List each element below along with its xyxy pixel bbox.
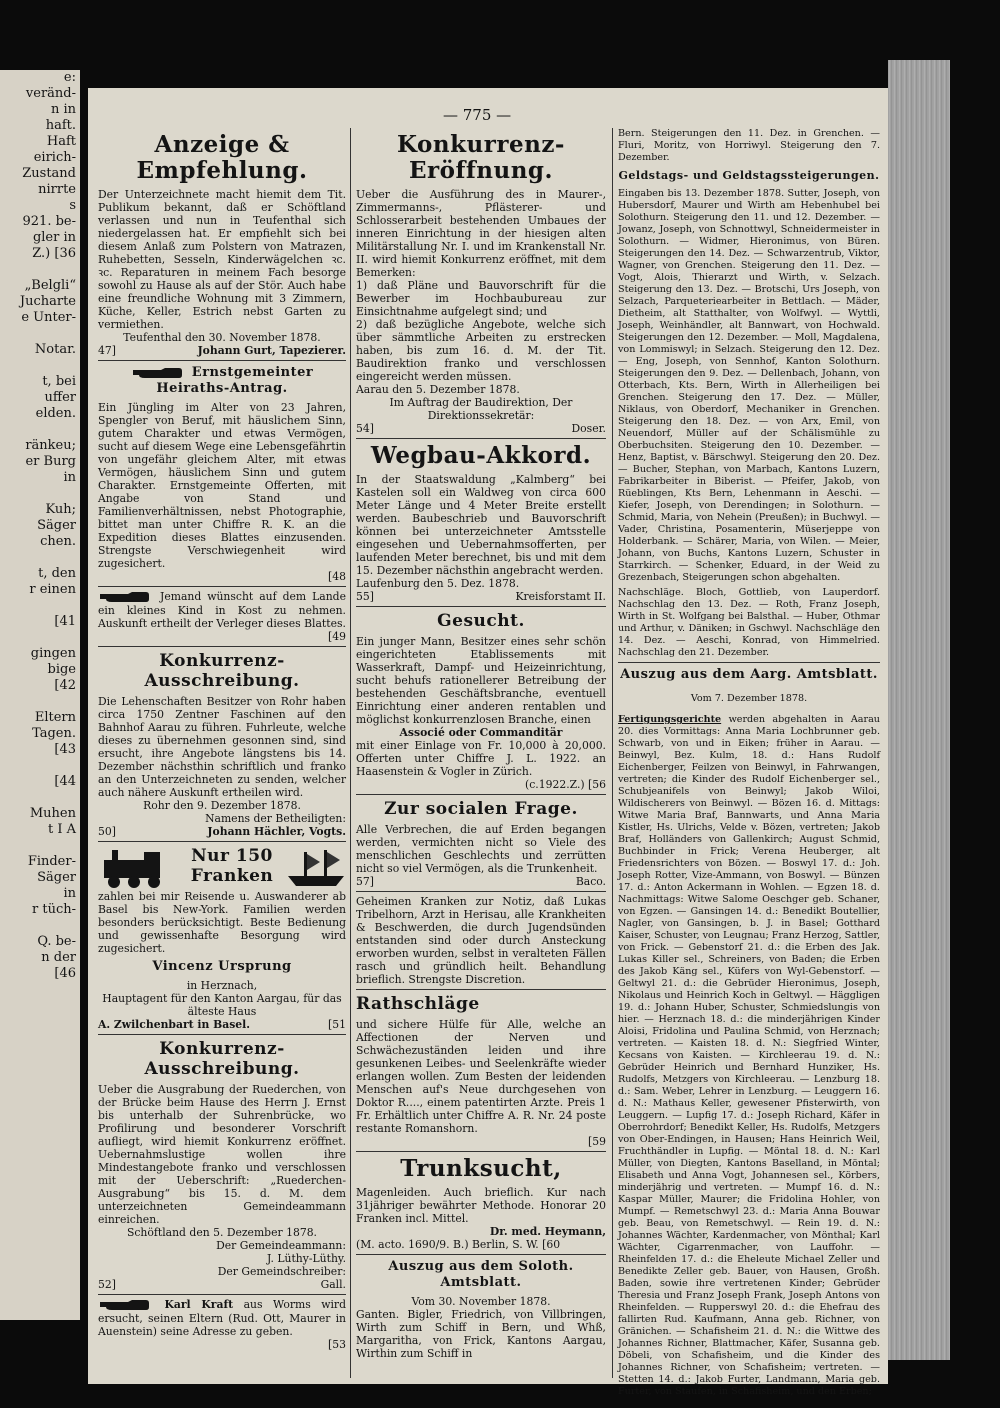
left-fragment-line: Eltern — [34, 710, 76, 725]
ad-gesucht — [356, 611, 606, 791]
ad-body: Ein Jüngling im Alter von 23 Jahren, Spengler von Beruf, mit häuslichem Sinn, gutem Charakter und etwas Vermögen, sucht auf diesem Wege eine Lebensgefährtin von ungefähr gleichem Alter, mit etwas Vermögen, häuslichem Sinn und gutem Charakter. Ernstgemeinte Offerten, mit Angabe von Stand und Familienverhältnissen, nebst Photographie, bittet man unter Chiffre R. K. an die Expedition dieses Blattes einzusenden. Strengste Verschwiegenheit wird zugesichert. — [98, 401, 346, 570]
section-body: Ganten. Bigler, Friedrich, von Villbringen, Wirth zum Schiff in Bern, und Whß, Margaritha, von Frick, Kantons Aargau, Wirthin zum Schiff in — [356, 1308, 606, 1360]
left-fragment-line — [0, 694, 80, 710]
left-fragment-line: uffer — [44, 390, 76, 405]
divider — [618, 662, 880, 663]
ad-body: zahlen bei mir Reisende u. Auswanderer ab Basel bis New-York. Familien werden besonders berücksichtigt. Beste Bedienung und gewissenhafte Besorgung wird zugesichert. — [98, 890, 346, 955]
left-fragment-line: r einen — [29, 582, 76, 597]
ad-place-date: Rohr den 9. Dezember 1878. — [143, 799, 301, 812]
left-fragment-line: [44 — [54, 774, 76, 789]
left-fragment-line: Z.) [36 — [32, 246, 76, 261]
ad-code: (M. acto. 1690/9. B.) Berlin, S. W. [60 — [356, 1238, 561, 1251]
ad-title: Gesucht. — [437, 611, 525, 631]
ad-title: Rathschläge — [356, 994, 480, 1014]
left-page-margin — [0, 70, 80, 1320]
left-fragment-line — [0, 422, 80, 438]
ad-number: [59 — [588, 1135, 606, 1148]
left-fragment-line — [0, 598, 80, 614]
ad-number: 50] — [98, 825, 116, 838]
ad-body: Die Lehenschaften Besitzer von Rohr haben circa 1750 Zentner Faschinen auf den Bahnhof Aarau zu führen. Fuhrleute, welche dieses zu übernehmen gesonnen sind, sind ersucht, ihre Angebote längstens bis 14. Dezember nächsthin schriftlich und franko an den Unterzeichneten zu senden, welcher auch nähere Auskunft ertheilen wird. — [98, 695, 346, 799]
ad-body: Der Unterzeichnete macht hiemit dem Tit. Publikum bekannt, daß er Schöftland verlassen und nun in Teufenthal sich niedergelassen hat. Er empfiehlt sich bei diesem Anlaß zum Polstern von Matrazen, Ruhebetten, Sesseln, Kinderwägelchen ꝛc. ꝛc. Reparaturen in meinem Fach besorge sowohl zu Hause als auf der Stör. Auch habe eine freundliche Wohnung mit 3 Zimmern, Küche, Keller, Estrich nebst Garten zu vermiethen. — [98, 188, 346, 331]
ad-title: Zur socialen Frage. — [384, 799, 578, 819]
divider — [356, 989, 606, 990]
ad-kraft — [98, 1298, 346, 1351]
ad-title: Wegbau-Akkord. — [370, 442, 592, 469]
left-fragment-line: haft. — [45, 118, 76, 133]
ad-heirath — [98, 365, 346, 583]
left-fragment-line: t, den — [38, 566, 76, 581]
left-fragment-line: ränkeu; — [25, 438, 76, 453]
left-fragment-line: eirich- — [33, 150, 76, 165]
ad-number: [49 — [328, 630, 346, 643]
divider — [356, 794, 606, 795]
divider — [98, 841, 346, 842]
ad-number: 52] — [98, 1278, 116, 1291]
left-fragment-line — [0, 262, 80, 278]
left-fragment-line: Säger — [37, 870, 76, 885]
left-fragment-line: in — [63, 470, 76, 485]
section-title: Auszug aus dem Soloth. Amtsblatt. — [388, 1259, 574, 1290]
left-fragment-line — [0, 326, 80, 342]
pointing-hand-icon — [131, 366, 183, 380]
ad-ammann-name: J. Lüthy-Lüthy. — [266, 1252, 346, 1265]
newspaper-page — [88, 88, 888, 1398]
ad-title: Nur 150 Franken — [190, 846, 274, 886]
ad-body-2: mit einer Einlage von Fr. 10,000 à 20,000. Offerten unter Chiffre J. L. 1922. an Haasenstein & Vogler in Zürich. — [356, 739, 606, 778]
ad-konkurrenz-2 — [98, 1039, 346, 1291]
section-title: Geldstags- und Geldstagssteigerungen. — [618, 169, 880, 182]
column-rule — [350, 128, 351, 1378]
pointing-hand-icon — [98, 590, 150, 604]
ad-signature: Baco. — [575, 875, 606, 888]
left-fragment-line: Haft — [46, 134, 76, 149]
divider — [356, 1254, 606, 1255]
ad-item: 2) daß bezügliche Angebote, welche sich über sämmtliche Arbeiten zu erstrecken haben, bis zum 16. d. M. der Tit. Baudirektion franko und verschlossen eingereicht werden müssen. — [356, 318, 606, 383]
ad-schreiber-label: Der Gemeindschreiber: — [217, 1265, 346, 1278]
pointing-hand-icon — [98, 1298, 150, 1312]
ad-namens: Namens der Betheiligten: — [205, 812, 346, 825]
left-fragment-line: gler in — [32, 230, 76, 245]
left-fragment-line: t I A — [47, 822, 76, 837]
ad-place-date: Teufenthal den 30. November 1878. — [123, 331, 321, 344]
ad-assoc: Associé oder Commanditär — [399, 726, 563, 739]
divider — [98, 646, 346, 647]
section-body: Eingaben bis 13. Dezember 1878. Sutter, Joseph, von Hubersdorf, Maurer und Wirth am Hebenhubel bei Solothurn. Steigerung den 11. und 12. Dezember. — Jowanz, Joseph, von Schnottwyl, Schneidermeister in Solothurn. — Widmer, Hieronimus, von Büren. Steigerungen den 14. Dez. — Schwarzentrub, Viktor, Wagner, von Grenchen. Steigerung den 11. Dez. — Vogt, Alois, Thierarzt und Wirth, v. Selzach. Steigerung den 13. Dez. — Brotschi, Urs Joseph, von Selzach, Parqueteriearbeiter in Bettlach. — Mäder, Dietheim, alt Statthalter, von Wolfwyl. — Wyttli, Joseph, Weinhändler, alt Bannwart, von Hochwald. Steigerungen den 12. Dezember. — Moll, Magdalena, von Lommiswyl; in Selzach. Steigerung den 12. Dez. — Eng, Joseph, von Sennhof, Kanton Solothurn. Steigerungen den 9. Dez. — Dellenbach, Johann, von Otterbach, Kts. Bern, Wirth in Allerheiligen bei Grenchen. Steigerung den 17. Dez. — Müller, Niklaus, von Oberdorf, Mechaniker in Grenchen. Steigerung den 18. Dez. — von Arx, Emil, von Neuendorf, Müller auf der Schälismühle zu Oberbuchsiten. Steigerung den 10. Dezember. — Henz, Baptist, v. Bärschwyl. Steigerung den 20. Dez. — Bucher, Stephan, von Marbach, Kantons Luzern, Fabrikarbeiter in Biberist. — Pfeifer, Jakob, von Rüeblingen, Kts Bern, Lehenmann in Aeschi. — Kiefer, Joseph, von Derendingen; in Solothurn. — Schmid, Maria, von Nehein (Preußen); in Buchwyl. — Vader, Christina, Posamenterin, Müserjeppe von Holderbank. — Schärer, Maria, von Wilen. — Meier, Johann, von Buchs, Kantons Luzern, Schuster in Starrkirch. — Schenker, Eduard, in der Weid zu Grezenbach, Steigerungen schon abgehalten. — [618, 188, 880, 583]
left-fragment-line: elden. — [35, 406, 76, 421]
ad-number: 55] — [356, 590, 374, 603]
ad-kind — [98, 590, 346, 643]
left-fragment-line: nirrte — [38, 182, 76, 197]
section-date: Vom 7. Dezember 1878. — [690, 692, 808, 704]
agent-town: in Herznach, — [186, 979, 258, 992]
left-fragment-line: e Unter- — [21, 310, 76, 325]
ad-title: Anzeige & Empfehlung. — [136, 131, 308, 184]
left-fragment-line: [41 — [54, 614, 76, 629]
ad-title: Trunksucht, — [400, 1155, 562, 1182]
ad-sozial — [356, 799, 606, 888]
divider — [356, 606, 606, 607]
left-fragment-line: veränd- — [25, 86, 76, 101]
left-fragment-line — [0, 918, 80, 934]
ad-number: 57] — [356, 875, 374, 888]
ad-trunksucht — [356, 1156, 606, 1251]
fertigungsgerichte: Fertigungsgerichte werden abgehalten in Aarau 20. dies Vormittags: Anna Maria Lochbrunner geb. Schwarb, von und in Eiken; früher in Aarau. — Beinwyl, Bez. Kulm, 18. d.: Hans Rudolf Eichenberger, Feilzen von Beinwyl, in Fahrwangen, vertreten; die Kinder des Rudolf Eichenberger sel., Schubjeanifels von Beinwyl; Jakob Wiloi, Wildischerers von Beinwyl. — Bözen 16. d. Mittags: Witwe Maria Braf, Bannwarts, und Anna Maria Kistler, Hs. Ulrichs, Velde v. Bözen, vertreten; Jakob Braf, Holländers von Gallenkirch; August Schmid, Buchbinder in Frick; Verena Heuberger, alt Friedensrichters von Bözen. — Boswyl 17. d.: Joh. Joseph Rotter, Vize-Ammann, von Boswyl. — Bünzen 17. d.: Anton Ackermann in Wohlen. — Egzen 18. d. Nachmittags: Witwe Salome Oeschger geb. Schaner, von Egzen. — Gansingen 14. d.: Benedikt Boutellier, Nagler, von Gansingen, b. J. in Basel; Gotthard Kaiser, Schuster, von Leugnau; Franz Herzog, Sattler, von Frick. — Gebenstorf 21. d.: die Erben des Jak. Lukas Killer sel., Schreiners, von Baden; die Erben des Jakob Käng sel., Küfers von Wyl-Gebenstorf. — Geltwyl 21. d.: die Gebrüder Hieronimus, Joseph, Nikolaus und Heinrich Koch in Geltwyl. — Häggligen 19. d.: Johann Huber, Schuster, Schmiedslungis von hier. — Herznach 18. d.: die minderjährigen Kinder Aloisi, Fridolina und Paulina Schmid, von Herznach; vertreten. — Kaisten 18. d. N.: Siegfried Winter, Kecsans von Kaisten. — Kirchleerau 19. d. N.: Gebrüder Heinrich und Bernhard Hunziker, Hs. Rudolfs, Metzgers von Kirchleerau. — Lenzburg 18. d.: Sam. Weber, Lehrer in Lenzburg. — Leuggern 16. d. N.: Mathaus Keller, gewesener Pfisterwirth, von Leuggern. — Lupfig 17. d.: Joseph Richard, Käfer in Oberrohrdorf; Benedikt Keller, Hs. Rudolfs, Metzgers von Ober-Endingen, in Hausen; Hans Heinrich Weil, Fruchthändler in Lupfig. — Möntal 18. d. N.: Karl Müller, von Diegten, Kantons Baselland, in Möntal; Elisabeth und Anna Vogt, Johannesen sel., Körbers, minderjährig und vertreten. — Mumpf 16. d. N.: Kaspar Müller, Maurer; die Fridolina Hohler, von Mumpf. — Remetschwyl 23. d.: Maria Anna Bouwar geb. Beau, von Remetschwyl. — Rein 19. d. N.: Johannes Wächter, Kardenmacher, von Mönthal; Karl Wächter, Cigarrenmacher, von Lauffohr. — Rheinfelden 17. d.: die Eheleute Michael Zeller und Benedikte Zeller geb. Bauer, von Hausen, Großh. Baden, sowie ihre vertretenen Kinder; Gebrüder Theresia und Franz Joseph Frank, Joseph Antons von Rheinfelden. — Rupperswyl 20. d.: die Ehefrau des fallirten Rud. Kaufmann, Anna geb. Richner, von Gränichen. — Schafisheim 21. d. N.: die Wittwe des Johannes Richner, Blattmacher, Käfer, Susanna geb. Döbeli, von Schafisheim, und die Kinder des Johannes Richner, von Schafisheim; vertreten. — Stetten 14. d.: Jakob Furter, Landmann, Maria geb. Furter, von Staufen, in Schafisheim, und den Erben; — [618, 714, 881, 1398]
divider — [98, 360, 346, 361]
left-page-fragments — [0, 70, 80, 982]
left-fragment-line: Muhen — [29, 806, 76, 821]
ad-ammann-label: Der Gemeindeammann: — [216, 1239, 346, 1252]
ad-item: 1) daß Pläne und Bauvorschrift für die Bewerber im Hochbaubureau zur Einsichtnahme aufgelegt sind; und — [356, 279, 606, 318]
ad-body: Ein junger Mann, Besitzer eines sehr schön eingerichteten Etablissements mit Wasserkraft, Dampf- und Heizeinrichtung, sucht behufs rationellerer Betreibung der bestehenden Geschäftsbranche, eventuell Einrichtung einer anderen rentablen und möglichst konkurrenzlosen Branche, einen — [356, 635, 606, 726]
column-2 — [356, 128, 606, 1363]
ad-doctor: Dr. med. Heymann, — [489, 1225, 606, 1238]
left-fragment-line — [0, 838, 80, 854]
ad-number: 47] — [98, 344, 116, 357]
page-number: — 775 — — [443, 106, 512, 124]
ad-place-date: Laufenburg den 5. Dez. 1878. — [356, 577, 520, 590]
left-fragment-line: „Belgli“ — [24, 278, 76, 293]
ad-body: Jemand wünscht auf dem Lande ein kleines Kind in Kost zu nehmen. Auskunft ertheilt der Verleger dieses Blattes. — [98, 590, 346, 630]
section-date: Vom 30. November 1878. — [411, 1295, 551, 1308]
agent-name: Vincenz Ursprung — [152, 959, 292, 974]
ad-body: und sichere Hülfe für Alle, welche an Affectionen der Nerven und Schwächezuständen leiden und ihre gesunkenen Leibes- und Seelenkräfte wieder erlangen wollen. Zum Besten der leidenden Menschen auf's Neue durchgesehen von Doktor R...., einem patentirten Arzte. Preis 1 Fr. Erhältlich unter Chiffre A. R. Nr. 24 poste restante Romanshorn. — [356, 1018, 606, 1135]
left-fragment-line: [46 — [54, 966, 76, 981]
left-fragment-line: chen. — [40, 534, 76, 549]
divider — [98, 1294, 346, 1295]
ad-body: In der Staatswaldung „Kalmberg“ bei Kastelen soll ein Waldweg von circa 600 Meter Länge und 4 Meter Breite erstellt werden. Baubeschrieb und Bauvorschrift können bei unterzeichneter Amtsstelle eingesehen und Uebernahmsofferten, per laufenden Meter berechnet, bis und mit dem 15. Dezember nächsthin angebracht werden. — [356, 473, 606, 577]
ad-place-date: Schöftland den 5. Dezember 1878. — [126, 1226, 317, 1239]
ad-konkurrenz-1 — [98, 651, 346, 838]
ad-body: Ueber die Ausgrabung der Ruederchen, von der Brücke beim Hause des Herrn J. Ernst bis unterhalb der Suhrenbrücke, wo Profilirung und besonderer Vorschrift aufliegt, wird hiemit Konkurrenz eröffnet. Uebernahmslustige wollen ihre Mindestangebote franko und verschlossen mit der Ueberschrift: „Ruederchen-Ausgrabung“ bis 15. d. M. dem unterzeichneten Gemeindeammann einreichen. — [98, 1083, 346, 1226]
left-fragment-line: e: — [63, 70, 76, 85]
section-intro: Bern. Steigerungen den 11. Dez. in Grenchen. — Fluri, Moritz, von Horriwyl. Steigerung den 7. Dezember. — [618, 128, 880, 163]
left-fragment-line: Jucharte — [19, 294, 76, 309]
left-fragment-line: n der — [41, 950, 76, 965]
left-fragment-line: 921. be- — [22, 214, 76, 229]
ad-title: Konkurrenz-Ausschreibung. — [144, 1039, 300, 1079]
ad-number: [51 — [328, 1018, 346, 1031]
ad-title: Konkurrenz-Eröffnung. — [397, 131, 565, 184]
locomotive-icon — [98, 846, 178, 890]
ad-auswanderer — [98, 846, 346, 1031]
left-fragment-line: gingen — [30, 646, 76, 661]
ad-schreiber-name: Gall. — [320, 1278, 346, 1291]
left-fragment-line: r tüch- — [32, 902, 76, 917]
ad-body: Karl Kraft aus Worms wird ersucht, seinen Eltern (Rud. Ott, Maurer in Auenstein) seine Adresse zu geben. — [98, 1298, 347, 1338]
column-3 — [618, 128, 880, 1401]
ad-place-date: Aarau den 5. Dezember 1878. — [356, 383, 520, 396]
ad-number: [48 — [328, 570, 346, 583]
ad-body: Ueber die Ausführung des in Maurer-, Zimmermanns-, Pflästerer- und Schlosserarbeit bestehenden Umbaues der inneren Einrichtung in der hiesigen alten Militärstallung Nr. I. und im Krankenstall Nr. II. wird hiemit Konkurrenz eröffnet, mit dem Bemerken: — [356, 188, 606, 279]
ad-wegbau — [356, 443, 606, 603]
left-fragment-line — [0, 550, 80, 566]
ad-title: Konkurrenz-Ausschreibung. — [144, 651, 300, 691]
ad-number: [53 — [328, 1338, 346, 1351]
ad-number: 54] — [356, 422, 374, 435]
left-fragment-line — [0, 358, 80, 374]
left-fragment-line: Kuh; — [45, 502, 76, 517]
left-fragment-line: t, bei — [42, 374, 76, 389]
ad-auftrag: Im Auftrag der Baudirektion, Der Direktionssekretär: — [389, 396, 573, 422]
left-fragment-line: Q. be- — [37, 934, 76, 949]
left-fragment-line: Notar. — [34, 342, 76, 357]
ship-icon — [286, 846, 346, 890]
ad-body: Alle Verbrechen, die auf Erden begangen werden, vermichten nicht so Viele des menschlichen Geschlechts und zerrütten nicht so viel Vermögen, als die Trunkenheit. — [356, 823, 606, 875]
left-fragment-line: Finder- — [27, 854, 76, 869]
left-fragment-line: s — [69, 198, 76, 213]
left-fragment-line: [42 — [54, 678, 76, 693]
divider — [98, 586, 346, 587]
ad-signature: Doser. — [571, 422, 606, 435]
left-fragment-line — [0, 758, 80, 774]
left-fragment-line: bige — [47, 662, 76, 677]
section-title: Auszug aus dem Aarg. Amtsblatt. — [620, 667, 878, 682]
nachschlaege: Nachschläge. Bloch, Gottlieb, von Lauperdorf. Nachschlag den 13. Dez. — Roth, Franz Joseph, Wirth in St. Wolfgang bei Balsthal. — Huber, Othmar und Arthur, v. Däniken; in Gschwyl. Nachschläge den 14. Dez. — Aeschi, Konrad, von Himmelried. Nachschlag den 21. Dezember. — [618, 587, 880, 658]
column-1 — [98, 128, 346, 1354]
left-fragment-line — [0, 790, 80, 806]
agent-info: Hauptagent für den Kanton Aargau, für das älteste Haus — [102, 992, 342, 1018]
ad-rathschlaege — [356, 994, 606, 1148]
divider — [356, 438, 606, 439]
left-fragment-line: er Burg — [25, 454, 76, 469]
left-fragment-line — [0, 630, 80, 646]
solothurn-amtsblatt — [356, 1259, 606, 1360]
ad-signature: Johann Hächler, Vogts. — [207, 825, 346, 838]
divider — [356, 891, 606, 892]
column-rule — [612, 128, 613, 1378]
ad-anzeige — [98, 132, 346, 357]
ad-signature: Johann Gurt, Tapezierer. — [197, 344, 346, 357]
left-fragment-line: Tagen. — [32, 726, 76, 741]
ad-body: Geheimen Kranken zur Notiz, daß Lukas Tribelhorn, Arzt in Herisau, alle Krankheiten & Beschwerden, die durch Jugendsünden entstanden sind oder durch Ansteckung erworben wurden, selbst in veralteten Fällen rasch und gründlich heilt. Behandlung brieflich. Strengste Discretion. — [356, 895, 606, 986]
left-fragment-line: [43 — [54, 742, 76, 757]
book-page-edges — [888, 60, 950, 1360]
ad-title: Ernstgemeinter Heiraths-Antrag. — [98, 365, 346, 397]
ad-signature: Kreisforstamt II. — [515, 590, 606, 603]
left-fragment-line: in — [63, 886, 76, 901]
ad-konkurrenz-3 — [356, 132, 606, 435]
ad-code: (c.1922.Z.) [56 — [525, 778, 606, 791]
agent-house: A. Zwilchenbart in Basel. — [98, 1018, 251, 1031]
divider — [98, 1034, 346, 1035]
ad-body: Magenleiden. Auch brieflich. Kur nach 31jähriger bewährter Methode. Honorar 20 Franken incl. Mittel. — [356, 1186, 606, 1225]
left-fragment-line: n in — [50, 102, 76, 117]
left-fragment-line: Säger — [37, 518, 76, 533]
divider — [356, 1151, 606, 1152]
left-fragment-line — [0, 486, 80, 502]
ad-kranke — [356, 895, 606, 986]
left-fragment-line: Zustand — [22, 166, 76, 181]
